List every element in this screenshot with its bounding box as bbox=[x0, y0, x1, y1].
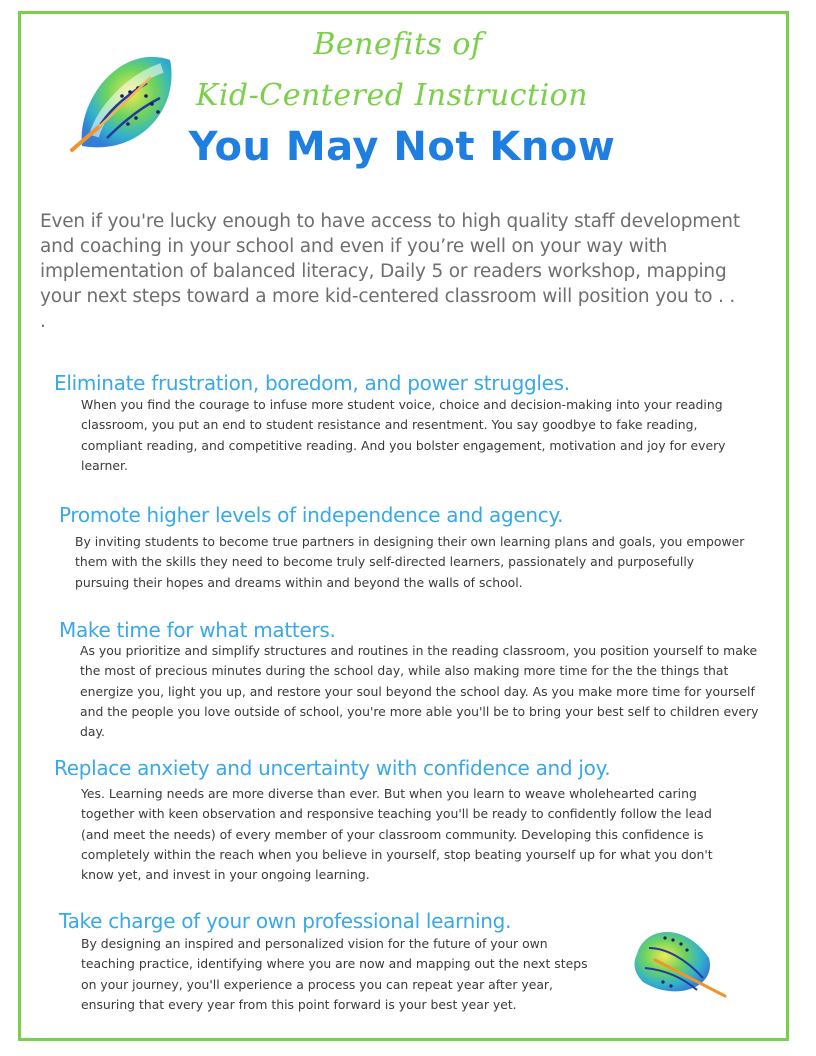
section-heading-professional-learning: Take charge of your own professional learning. bbox=[59, 909, 512, 933]
section-heading-promote-independence: Promote higher levels of independence and agency. bbox=[59, 503, 564, 527]
section-heading-eliminate-frustration: Eliminate frustration, boredom, and power struggles. bbox=[54, 371, 570, 395]
section-body-replace-anxiety: Yes. Learning needs are more diverse than ever. But when you learn to weave wholehearted caring together with keen observation and responsive teaching you'll be ready to confidently follow the lead (and meet the needs) of every member of your classroom community. Developing this confidence is completely within the reach when you believe in yourself, stop beating yourself up for what you don't know yet, and invest in your ongoing learning. bbox=[81, 786, 713, 883]
section-heading-replace-anxiety: Replace anxiety and uncertainty with confidence and joy. bbox=[54, 756, 611, 780]
intro-paragraph: Even if you're lucky enough to have access to high quality staff development and coaching in your school and even if you’re well on your way with implementation of balanced literacy, Daily 5 or readers workshop, mapping your next steps toward a more kid-centered classroom will position you to . . . bbox=[40, 211, 740, 332]
section-heading-make-time: Make time for what matters. bbox=[59, 618, 336, 642]
section-body-promote-independence: By inviting students to become true partners in designing their own learning plans and goals, you empower them with the skills they need to become truly self-directed learners, passionately and purposefully pursuing their hopes and dreams within and beyond the walls of school. bbox=[75, 534, 745, 590]
title-line-benefits: Benefits of bbox=[313, 27, 483, 62]
title-line-kid-centered: Kid-Centered Instruction bbox=[195, 78, 589, 113]
section-body-professional-learning: By designing an inspired and personalized vision for the future of your own teaching practice, identifying where you are now and mapping out the next steps on your journey, you'll experience a process you can repeat year after year, ensuring that every year from this point forward is your best year yet. bbox=[81, 936, 588, 1012]
watercolor-feather-icon bbox=[625, 918, 735, 1008]
page-title: You May Not Know bbox=[188, 124, 616, 170]
section-body-make-time: As you prioritize and simplify structures and routines in the reading classroom, you position yourself to make the most of precious minutes during the school day, while also making more time for the the things that energize you, light you up, and restore your soul beyond the school day. As you make more time for yourself and the people you love outside of school, you're more able you'll be to bring your best self to children every day. bbox=[80, 643, 759, 740]
section-body-eliminate-frustration: When you find the courage to infuse more student voice, choice and decision-making into your reading classroom, you put an end to student resistance and resentment. You say goodbye to fake reading, compliant reading, and competitive reading. And you bolster engagement, motivation and joy for every learner. bbox=[81, 397, 726, 473]
